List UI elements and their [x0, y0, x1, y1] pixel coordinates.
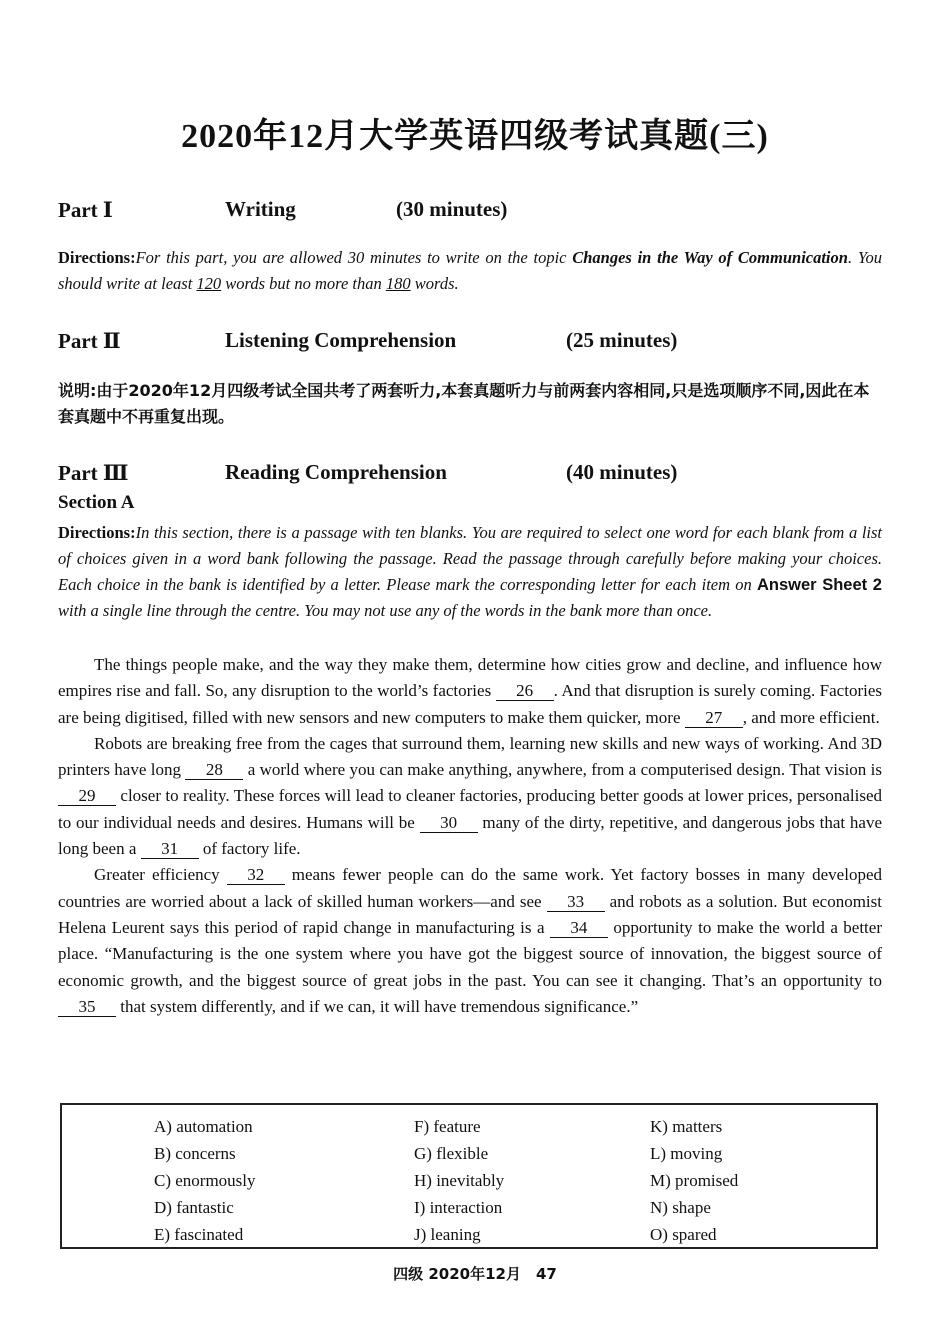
word-bank-column: [154, 1113, 256, 1248]
passage-text: opportunity to make the world a better place. “Manufacturing is the one system where you have got the biggest source of innovation, the biggest source of economic growth, and the biggest source of great jobs in the past. You can see it changing. That’s an opportunity to: [58, 917, 882, 990]
part-name: Writing: [225, 197, 296, 221]
word-bank-option: K) matters: [650, 1117, 723, 1136]
part-number: Part Ⅰ: [58, 198, 113, 222]
part-time: (40 minutes): [566, 460, 678, 484]
passage-paragraph: [58, 731, 882, 862]
part3-heading: [58, 460, 882, 488]
part-name: Listening Comprehension: [225, 328, 457, 352]
part-time: (25 minutes): [566, 328, 678, 352]
passage-text: Robots are breaking free from the cages that surround them, learning new skills and new ways of working. And 3D printers have long: [58, 733, 882, 780]
reading-passage: [58, 652, 882, 1020]
passage-text: . And that disruption is surely coming. Factories are being digitised, filled with new sensors and new computers to make them quicker, more: [58, 681, 882, 727]
word-bank-option: J) leaning: [414, 1225, 481, 1244]
passage-paragraph: [58, 862, 882, 1020]
blank-31: 31: [141, 840, 199, 859]
part-time: (30 minutes): [396, 197, 508, 221]
blank-27: 27: [685, 709, 743, 728]
passage-text: of factory life.: [198, 839, 301, 859]
passage-text: many of the dirty, repetitive, and dangerous jobs that have long been a: [58, 812, 882, 859]
word-bank-option: E) fascinated: [154, 1225, 244, 1244]
word-bank: [60, 1103, 878, 1249]
word-bank-option: B) concerns: [154, 1144, 236, 1163]
part1-heading: [58, 197, 882, 225]
word-bank-option: M) promised: [650, 1171, 739, 1190]
word-bank-option: G) flexible: [414, 1144, 489, 1163]
blank-34: 34: [550, 919, 608, 938]
page-title: 2020年12月大学英语四级考试真题(三): [181, 118, 769, 155]
section-a-heading: Section A: [58, 492, 135, 513]
passage-text: that system differently, and if we can, it will have tremendous significance.”: [116, 996, 639, 1016]
word-bank-option: N) shape: [650, 1198, 711, 1217]
part2-heading: [58, 328, 882, 356]
passage-text: closer to reality. These forces will lead to cleaner factories, producing better goods at lower prices, personalised to our individual needs and desires. Humans will be: [58, 786, 882, 832]
word-bank-option: A) automation: [154, 1117, 253, 1136]
word-bank-option: H) inevitably: [414, 1171, 505, 1190]
word-bank-option: O) spared: [650, 1225, 717, 1244]
word-bank-option: I) interaction: [414, 1198, 503, 1217]
part3-directions: Directions:In this section, there is a passage with ten blanks. You are required to select one word for each blank from a list of choices given in a word bank following the passage. Read the passage through carefully before making your choices. Each choice in the bank is identified by a letter. Please mark the corresponding letter for each item on Answer Sheet 2 with a single line through the centre. You may not use any of the words in the bank more than once.: [58, 523, 882, 620]
blank-26: 26: [496, 682, 554, 701]
part-number: Part Ⅲ: [58, 461, 129, 485]
blank-35: 35: [58, 998, 116, 1017]
part-number: Part Ⅱ: [58, 329, 121, 353]
passage-text: , and more efficient.: [742, 707, 880, 727]
blank-33: 33: [547, 893, 605, 912]
part-name: Reading Comprehension: [225, 460, 447, 484]
word-bank-column: [414, 1113, 504, 1248]
passage-text: Greater efficiency: [94, 865, 227, 885]
blank-29: 29: [58, 787, 116, 806]
passage-text: a world where you can make anything, anywhere, from a computerised design. That vision is: [243, 760, 882, 780]
word-bank-option: D) fantastic: [154, 1198, 234, 1217]
word-bank-option: C) enormously: [154, 1171, 256, 1190]
word-bank-column: [650, 1113, 738, 1248]
word-bank-option: F) feature: [414, 1117, 481, 1136]
part1-directions: Directions:For this part, you are allowed 30 minutes to write on the topic Changes in the Way of Communication. You should write at least 120 words but no more than 180 words.: [58, 248, 882, 293]
blank-32: 32: [227, 866, 285, 885]
word-bank-option: L) moving: [650, 1144, 723, 1163]
page-footer: 四级 2020年12月 47: [393, 1265, 557, 1283]
passage-text: and robots as a solution. But economist Helena Leurent says this period of rapid change in manufacturing is a: [58, 891, 882, 937]
blank-28: 28: [185, 761, 243, 780]
blank-30: 30: [420, 814, 478, 833]
part2-note: 说明:由于2020年12月四级考试全国共考了两套听力,本套真题听力与前两套内容相同,只是选项顺序不同,因此在本套真题中不再重复出现。: [58, 381, 870, 426]
passage-paragraph: [58, 652, 882, 731]
passage-text: means fewer people can do the same work. Yet factory bosses in many developed countries are worried about a lack of skilled human workers—and see: [58, 865, 882, 911]
passage-text: The things people make, and the way they make them, determine how cities grow and decline, and influence how empires rise and fall. So, any disruption to the world’s factories: [58, 655, 882, 701]
